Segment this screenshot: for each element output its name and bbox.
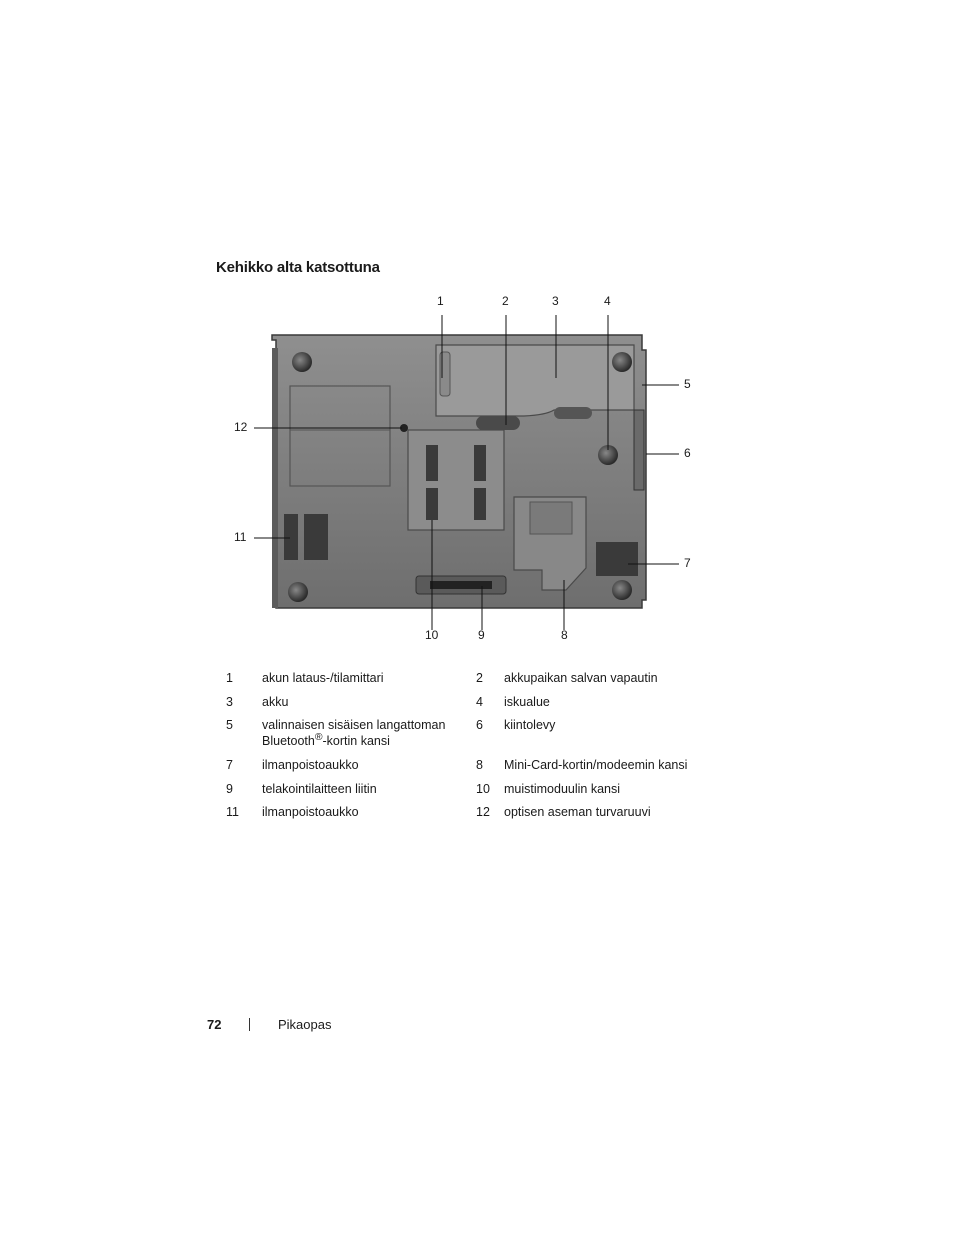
legend-number: 1 — [226, 671, 233, 685]
callout-8: 8 — [561, 628, 568, 642]
registered-mark: ® — [314, 732, 323, 743]
callout-11: 11 — [234, 530, 247, 544]
legend-number: 3 — [226, 694, 233, 709]
legend-label: iskualue — [504, 694, 550, 709]
callout-5: 5 — [684, 377, 691, 391]
legend-number: 10 — [476, 781, 490, 796]
legend-number: 4 — [476, 694, 483, 709]
legend-label: kiintolevy — [504, 718, 556, 732]
legend-number: 11 — [226, 805, 239, 819]
legend-number: 6 — [476, 718, 483, 732]
legend-label: akku — [262, 694, 289, 709]
page-number: 72 — [207, 1017, 222, 1032]
laptop-bottom-illustration — [224, 290, 704, 650]
legend-number: 5 — [226, 718, 233, 732]
legend-label: ilmanpoistoaukko — [262, 758, 359, 772]
callout-7: 7 — [684, 556, 691, 570]
battery — [436, 345, 634, 416]
legend-row — [218, 692, 687, 716]
legend-label: ilmanpoistoaukko — [262, 805, 359, 819]
battery-latch — [476, 416, 520, 430]
legend-row — [218, 779, 687, 803]
legend-label: akkupaikan salvan vapautin — [504, 671, 658, 685]
callout-1: 1 — [437, 294, 444, 308]
legend-label: muistimoduulin kansi — [504, 781, 621, 796]
legend-row — [218, 715, 687, 755]
legend-label-line1: valinnaisen sisäisen langattoman — [262, 718, 446, 732]
laptop-bottom-figure — [224, 290, 704, 650]
footer-separator — [249, 1018, 250, 1031]
guide-title: Pikaopas — [278, 1017, 332, 1032]
legend-label-line2-rest: -kortin kansi — [322, 734, 390, 749]
legend-label-line2: Bluetooth — [262, 734, 315, 749]
legend-table — [218, 668, 687, 826]
callout-2: 2 — [502, 294, 509, 308]
rubber-foot — [612, 580, 632, 600]
rubber-foot — [288, 582, 308, 602]
legend-label: telakointilaitteen liitin — [262, 781, 377, 796]
legend-row — [218, 755, 687, 779]
legend-label: optisen aseman turvaruuvi — [504, 805, 651, 819]
section-title: Kehikko alta katsottuna — [216, 259, 380, 276]
callout-12: 12 — [234, 420, 248, 434]
callout-4: 4 — [604, 294, 611, 308]
legend-row — [218, 802, 687, 826]
callout-9: 9 — [478, 628, 485, 642]
callout-3: 3 — [552, 294, 559, 308]
legend-number: 9 — [226, 781, 233, 796]
legend-number: 7 — [226, 758, 233, 772]
callout-10: 10 — [425, 628, 439, 642]
legend-row — [218, 668, 687, 692]
legend-number: 2 — [476, 671, 483, 685]
rubber-foot — [612, 352, 632, 372]
legend-label: akun lataus-/tilamittari — [262, 671, 384, 685]
callout-6: 6 — [684, 446, 691, 460]
legend-number: 8 — [476, 758, 483, 772]
legend-label: Mini-Card-kortin/modeemin kansi — [504, 758, 688, 772]
legend-label — [262, 715, 476, 755]
rubber-foot — [292, 352, 312, 372]
legend-number: 12 — [476, 805, 490, 819]
